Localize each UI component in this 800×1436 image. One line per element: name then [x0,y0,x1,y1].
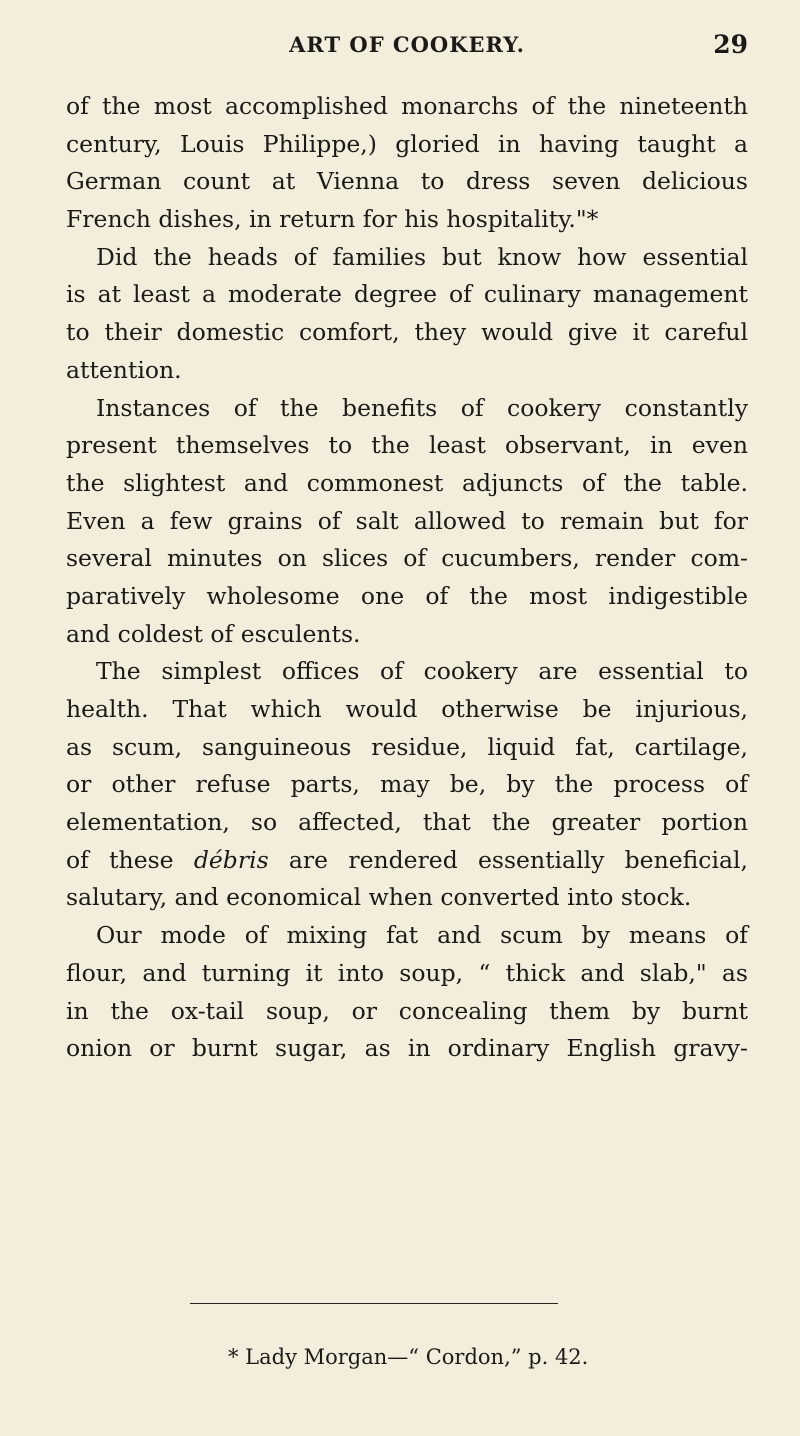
italic-word: débris [193,845,269,874]
text-line: health. That which would otherwise be injurious, [66,695,748,723]
footnote: * Lady Morgan—“ Cordon,” p. 42. [228,1345,589,1369]
running-title: ART OF COOKERY. [289,32,525,57]
text-line: flour, and turning it into soup, “ thick and slab," as [66,958,748,987]
text-line: or other refuse parts, may be, by the process of [66,770,748,799]
text-segment: are rendered essentially beneficial, [268,845,748,874]
text-line: to their domestic comfort, they would give it careful [66,318,748,347]
text-line: as scum, sanguineous residue, liquid fat, cartilage, [66,732,748,761]
text-segment: of these [66,845,194,874]
text-line: of the most accomplished monarchs of the nineteenth [66,92,748,120]
text-line: in the ox-tail soup, or concealing them by burnt [66,996,748,1025]
text-line: Did the heads of families but know how essential [96,242,748,271]
text-line: Instances of the benefits of cookery constantly [96,393,748,422]
page-number: 29 [713,30,748,59]
text-line: German count at Vienna to dress seven delicious [66,167,748,196]
text-line: is at least a moderate degree of culinary management [66,280,748,309]
text-line: The simplest offices of cookery are essential to [96,657,748,686]
text-line: Our mode of mixing fat and scum by means of [96,921,748,950]
text-line: onion or burnt sugar, as in ordinary English gravy- [66,1034,748,1063]
text-line: elementation, so affected, that the greater portion [66,808,748,837]
running-head [66,32,748,62]
body-text [66,88,748,1068]
text-line: Even a few grains of salt allowed to remain but for [66,506,748,535]
text-line: paratively wholesome one of the most indigestible [66,581,748,610]
text-line: several minutes on slices of cucumbers, render com- [66,544,748,573]
text-line: the slightest and commonest adjuncts of the table. [66,468,748,497]
text-line: century, Louis Philippe,) gloried in having taught a [66,129,748,158]
text-line: attention. [66,355,182,384]
footnote-divider [190,1303,558,1304]
text-line: present themselves to the least observant, in even [66,431,748,460]
text-line: French dishes, in return for his hospitality."* [66,205,599,234]
text-line: salutary, and economical when converted into stock. [66,883,692,912]
text-line: and coldest of esculents. [66,619,361,648]
text-line [66,842,748,880]
